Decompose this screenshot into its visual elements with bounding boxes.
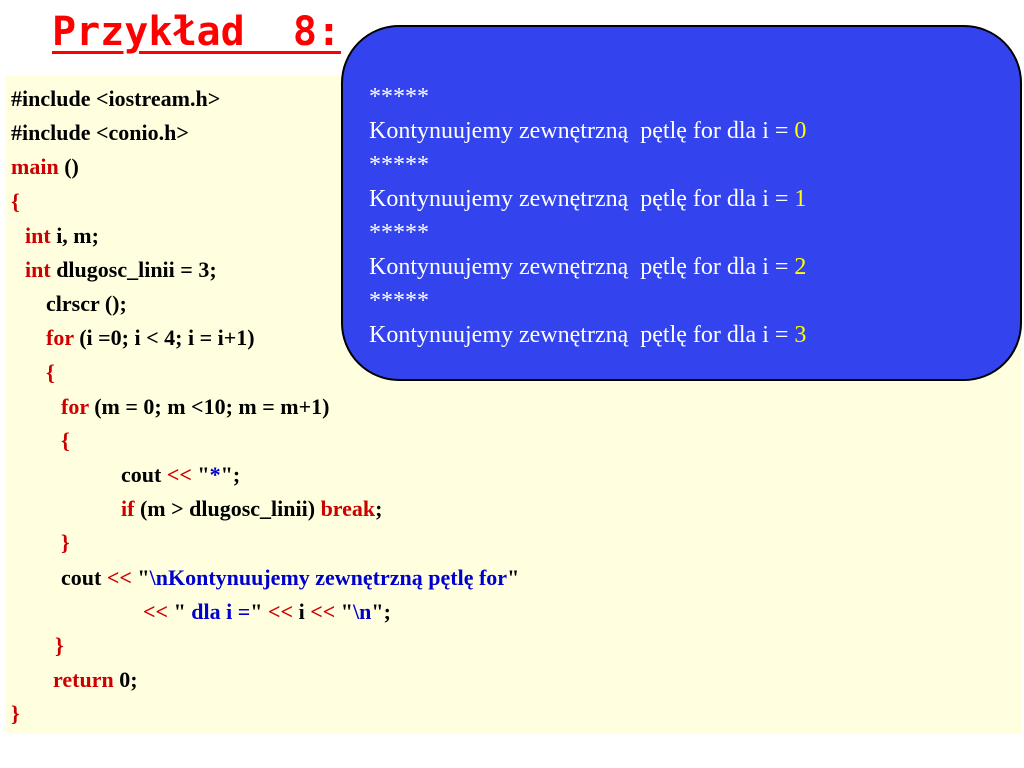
code-line-10 — [11, 390, 519, 424]
code-keyword: int — [25, 222, 51, 248]
code-brace: } — [11, 701, 20, 727]
code-line-18 — [11, 663, 519, 697]
code-text: " — [168, 598, 186, 624]
code-text: i, m; — [50, 222, 99, 248]
output-value: 1 — [794, 186, 807, 212]
output-message-line — [369, 114, 806, 148]
code-keyword: if — [121, 496, 135, 522]
slide-title: Przykład 8: — [52, 9, 341, 55]
code-line-14 — [11, 526, 519, 560]
output-stars: ***** — [369, 152, 429, 178]
code-text: " — [131, 564, 150, 590]
output-stars-line — [369, 80, 806, 114]
code-text: " — [335, 598, 354, 624]
code-keyword: for — [61, 393, 89, 419]
output-stars-line — [369, 284, 806, 318]
output-message-line — [369, 250, 806, 284]
code-text: () — [58, 154, 79, 180]
code-brace: { — [11, 188, 20, 214]
code-line-16 — [11, 595, 519, 629]
code-text: cout — [61, 564, 107, 590]
code-text: (m = 0; m <10; m = m+1) — [88, 393, 330, 419]
code-operator: << — [268, 598, 294, 624]
output-message: Kontynuujemy zewnętrzną pętlę for dla i = — [369, 118, 795, 144]
code-keyword: main — [11, 154, 59, 180]
code-text: ; — [375, 496, 383, 522]
code-line-13 — [11, 492, 519, 526]
code-operator: << — [310, 598, 336, 624]
output-value: 3 — [794, 322, 807, 348]
code-text: #include <iostream.h> — [11, 86, 221, 111]
output-stars-line — [369, 216, 806, 250]
output-message-line — [369, 318, 806, 352]
output-value: 2 — [794, 254, 807, 280]
code-text: " — [507, 564, 520, 590]
output-message: Kontynuujemy zewnętrzną pętlę for dla i = — [369, 186, 795, 212]
code-string: dla i = — [185, 598, 251, 624]
code-text: cout — [121, 462, 167, 488]
code-operator: << — [166, 462, 192, 488]
code-text: (m > dlugosc_linii) — [134, 496, 321, 522]
output-message-line — [369, 182, 806, 216]
code-string: \n — [353, 598, 372, 624]
code-text: i — [293, 598, 311, 624]
code-operator: << — [143, 598, 169, 624]
output-stars: ***** — [369, 84, 429, 110]
code-keyword: return — [53, 667, 114, 693]
code-brace: { — [61, 427, 70, 453]
code-text: #include <conio.h> — [11, 120, 189, 146]
code-line-19 — [11, 697, 519, 731]
code-text: dlugosc_linii = 3; — [50, 256, 217, 282]
code-brace: } — [61, 530, 70, 556]
code-line-15 — [11, 561, 519, 595]
code-keyword: int — [25, 256, 51, 282]
code-operator: << — [106, 564, 132, 590]
code-text: "; — [220, 462, 241, 488]
program-output — [369, 80, 806, 352]
code-line-11 — [11, 424, 519, 458]
code-text: " — [191, 462, 210, 488]
code-brace: { — [46, 359, 55, 385]
output-message: Kontynuujemy zewnętrzną pętlę for dla i = — [369, 254, 795, 280]
code-string: \nKontynuujemy zewnętrzną pętlę for — [149, 564, 508, 590]
code-text: (i =0; i < 4; i = i+1) — [73, 325, 255, 351]
code-text: " — [250, 598, 269, 624]
code-brace: } — [55, 633, 64, 658]
code-keyword: for — [46, 325, 74, 351]
output-stars: ***** — [369, 288, 429, 314]
code-line-17 — [11, 629, 519, 663]
output-stars: ***** — [369, 220, 429, 246]
code-text: "; — [371, 598, 391, 624]
output-stars-line — [369, 148, 806, 182]
output-message: Kontynuujemy zewnętrzną pętlę for dla i = — [369, 322, 795, 348]
code-text: 0; — [113, 667, 138, 693]
code-line-12 — [11, 458, 519, 492]
code-keyword: break — [320, 496, 376, 522]
output-value: 0 — [794, 118, 807, 144]
code-text: clrscr (); — [46, 291, 127, 317]
code-string: * — [209, 462, 221, 488]
